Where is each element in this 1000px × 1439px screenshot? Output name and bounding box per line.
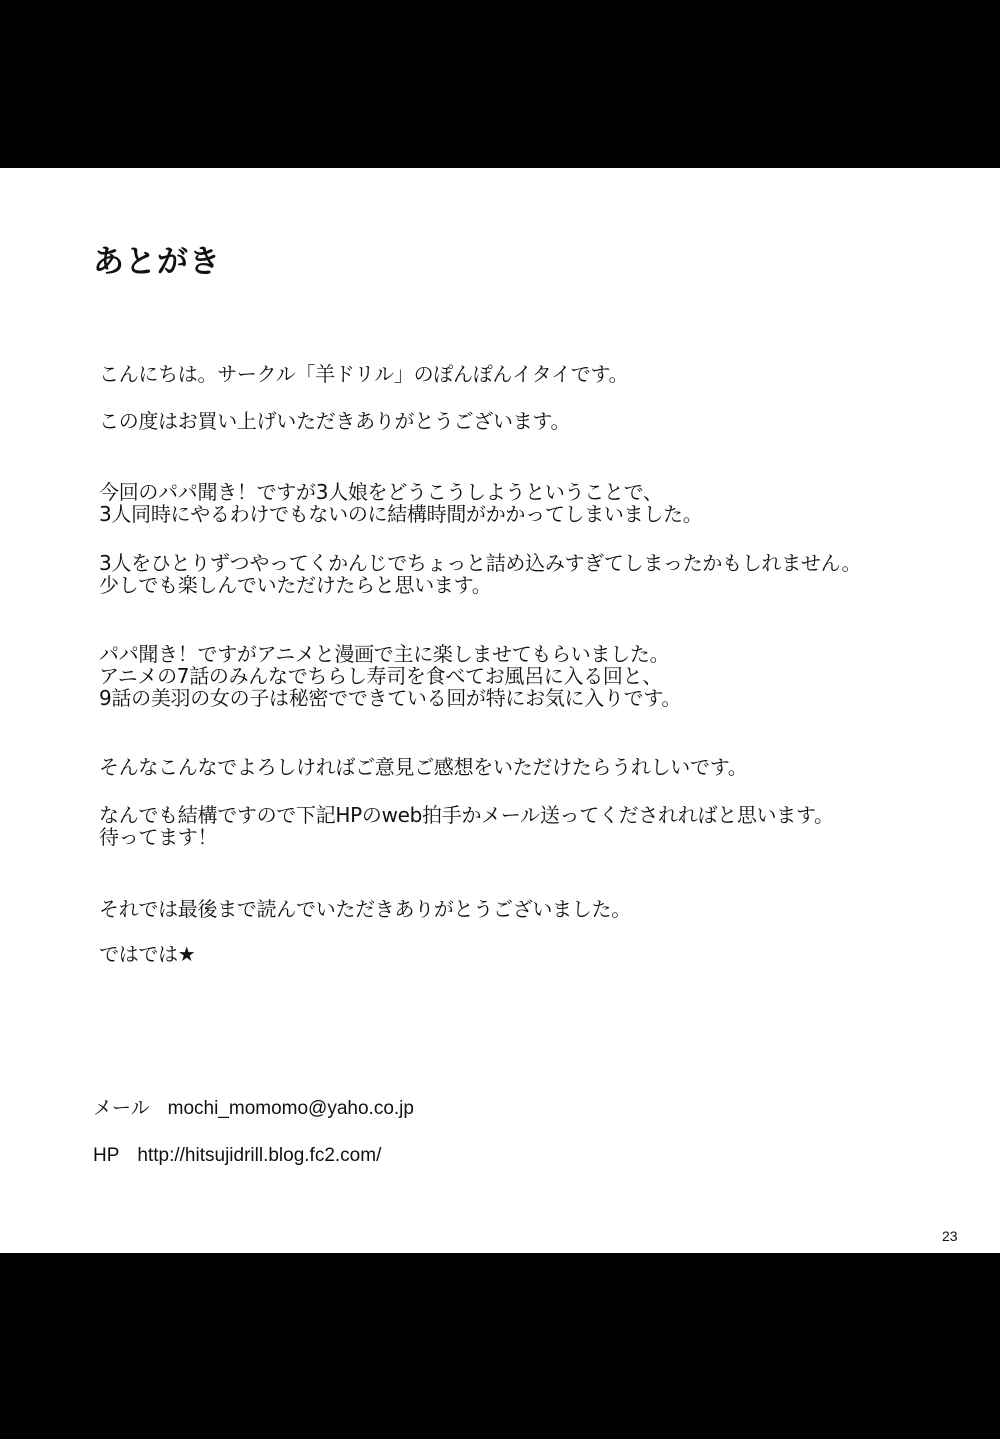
paragraph-line: 少しでも楽しんでいただけたらと思います。 <box>99 573 492 597</box>
paragraph-line: こんにちは。サークル「羊ドリル」のぽんぽんイタイです。 <box>99 362 629 386</box>
bottom-black-band <box>0 1253 1000 1439</box>
paragraph-line: 3人をひとりずつやってくかんじでちょっと詰め込みすぎてしまったかもしれません。 <box>99 551 862 575</box>
mail-address: mochi_momomo@yaho.co.jp <box>167 1098 414 1119</box>
contact-mail <box>93 1098 414 1120</box>
hp-label: HP <box>93 1145 120 1166</box>
paragraph-line: ではでは★ <box>99 942 196 966</box>
mail-label: メール <box>93 1098 150 1119</box>
paragraph-line: パパ聞き！ですがアニメと漫画で主に楽しませてもらいました。 <box>99 642 670 666</box>
paragraph-anime <box>99 643 681 709</box>
page-title: あとがき <box>93 244 221 280</box>
paragraph-feedback <box>99 756 748 778</box>
paragraph-line: 待ってます！ <box>99 825 218 849</box>
paragraph-line: 今回のパパ聞き！ですが3人娘をどうこうしようということで、 <box>99 480 663 504</box>
paragraph-line: この度はお買い上げいただきありがとうございます。 <box>99 409 571 433</box>
paragraph-content <box>99 552 861 596</box>
paragraph-line: それでは最後まで読んでいただきありがとうございました。 <box>99 897 631 921</box>
paragraph-contact-request <box>99 804 834 848</box>
paragraph-line: アニメの7話のみんなでちらし寿司を食べてお風呂に入る回と、 <box>99 664 663 688</box>
paragraph-closing <box>99 898 631 920</box>
paragraph-signoff <box>99 943 195 965</box>
hp-url: http://hitsujidrill.blog.fc2.com/ <box>137 1145 382 1166</box>
paragraph-thanks <box>99 410 570 432</box>
paragraph-production <box>99 481 702 525</box>
top-black-band <box>0 0 1000 168</box>
paragraph-line: 3人同時にやるわけでもないのに結構時間がかかってしまいました。 <box>99 502 703 526</box>
paragraph-greeting <box>99 363 628 385</box>
paragraph-line: 9話の美羽の女の子は秘密でできている回が特にお気に入りです。 <box>99 686 682 710</box>
paragraph-line: なんでも結構ですので下記HPのweb拍手かメール送ってくだされればと思います。 <box>99 803 834 827</box>
afterword-page <box>0 168 1000 1253</box>
contact-homepage <box>93 1145 381 1167</box>
page-number: 23 <box>942 1228 958 1244</box>
paragraph-line: そんなこんなでよろしければご意見ご感想をいただけたらうれしいです。 <box>99 755 748 779</box>
